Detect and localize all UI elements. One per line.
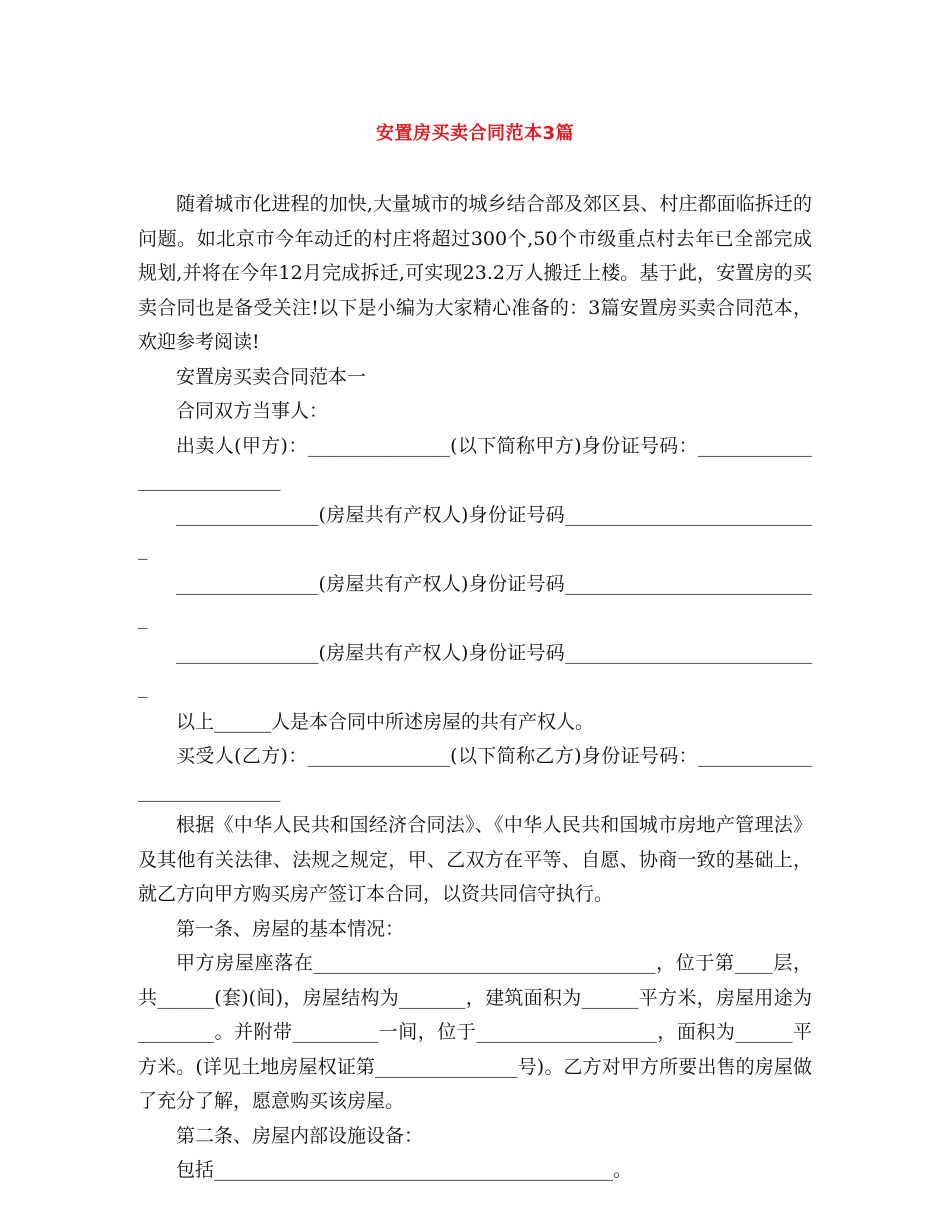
contract-heading-one: 安置房买卖合同范本一 bbox=[176, 365, 367, 388]
seller-line: 出卖人(甲方)：_______________(以下简称甲方)身份证号码：___________________________ bbox=[138, 434, 812, 491]
co-owner-count-line: 以上______人是本合同中所述房屋的共有产权人。 bbox=[176, 710, 595, 733]
document-title: 安置房买卖合同范本3篇 bbox=[375, 123, 575, 144]
article-one-heading: 第一条、房屋的基本情况： bbox=[176, 917, 405, 940]
buyer-line: 买受人(乙方)：_______________(以下简称乙方)身份证号码：___________________________ bbox=[138, 745, 812, 802]
co-owner-line-2: _______________(房屋共有产权人)身份证号码___________________________ bbox=[138, 572, 812, 629]
document-body bbox=[138, 187, 812, 1188]
legal-basis-paragraph: 根据《中华人民共和国经济合同法》、《中华人民共和国城市房地产管理法》及其他有关法律、法规之规定，甲、乙双方在平等、自愿、协商一致的基础上，就乙方向甲方购买房产签订本合同，以资共同信守执行。 bbox=[138, 814, 812, 905]
parties-label: 合同双方当事人： bbox=[176, 400, 329, 422]
co-owner-line-3: _______________(房屋共有产权人)身份证号码___________________________ bbox=[138, 641, 812, 698]
article-two-body: 包括__________________________________________。 bbox=[176, 1159, 633, 1181]
article-two-heading: 第二条、房屋内部设施设备： bbox=[176, 1124, 424, 1147]
co-owner-line-1: _______________(房屋共有产权人)身份证号码___________________________ bbox=[138, 503, 812, 560]
article-one-body: 甲方房屋座落在____________________________________，位于第____层，共______(套)(间)，房屋结构为_______，建筑面积为______平方米，房屋用途为________。并附带_________一间，位于___________________，面积为______平方米。(详见土地房屋权证第_______________号)。乙方对甲方所要出售的房屋做了充分了解，愿意购买该房屋。 bbox=[138, 952, 812, 1112]
intro-paragraph: 随着城市化进程的加快,大量城市的城乡结合部及郊区县、村庄都面临拆迁的问题。如北京市今年动迁的村庄将超过300个,50个市级重点村去年已全部完成规划,并将在今年12月完成拆迁,可实现23.2万人搬迁上楼。基于此，安置房的买卖合同也是备受关注!以下是小编为大家精心准备的：3篇安置房买卖合同范本，欢迎参考阅读! bbox=[138, 193, 812, 353]
